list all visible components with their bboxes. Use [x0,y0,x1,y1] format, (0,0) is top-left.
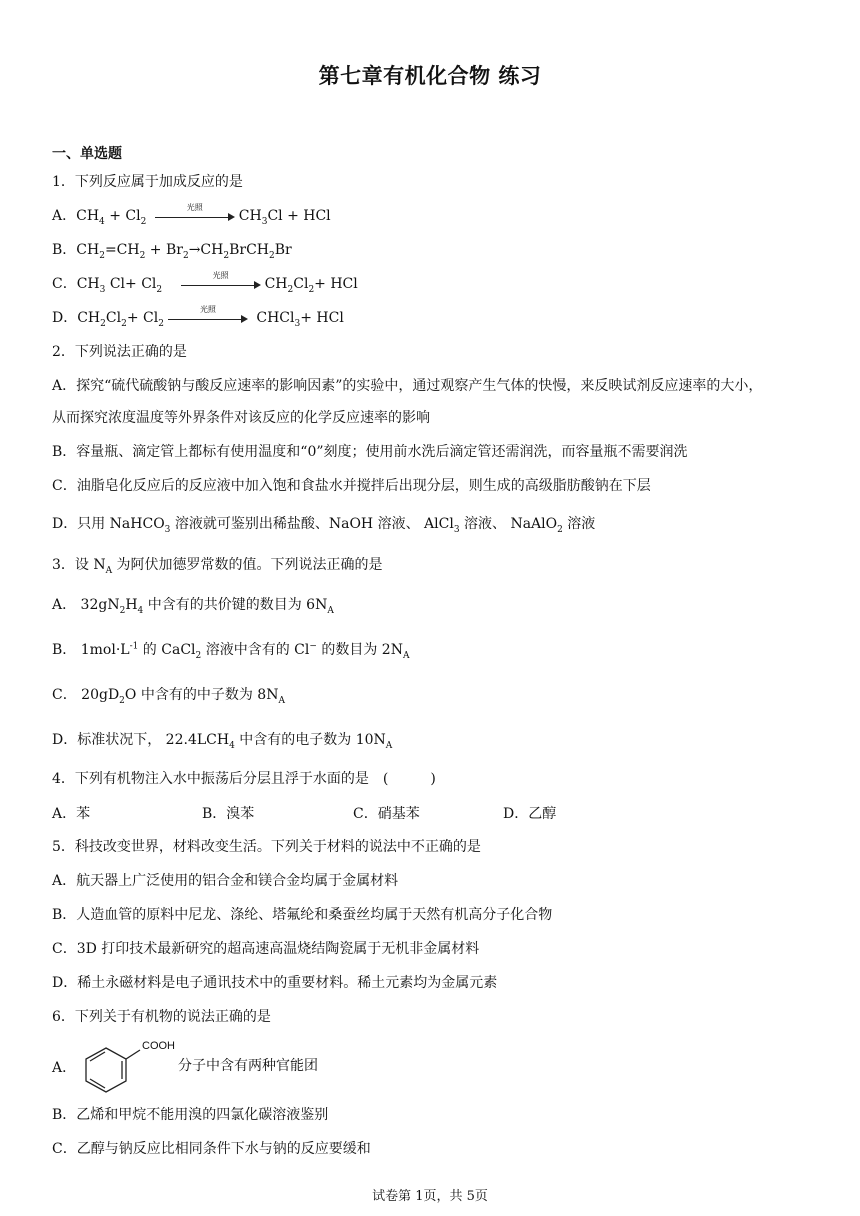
question-2-stem: 2．下列说法正确的是 [52,344,187,360]
q1-option-c: C．$CH_3$ $Cl+ Cl_2$ 光照 $CH_2Cl_2+$ HCl [52,271,358,295]
reaction-arrow-icon: 光照 [155,208,235,224]
q4-option-a: A．苯 [52,806,91,822]
question-5-stem: 5．科技改变世界，材料改变生活。下列关于材料的说法中不正确的是 [52,839,481,855]
q4-option-c: C．硝基苯 [353,806,420,822]
section-heading: 一、单选题 [52,146,122,162]
q3-option-b: B． $1mol\cdot L^{-1}$ 的 CaCl$_2$ 溶液中含有的 Cl− 的数目为 $2N_A$ [52,641,410,661]
q5-option-d: D．稀土永磁材料是电子通讯技术中的重要材料。稀土元素均为金属元素 [52,975,498,991]
question-4-stem: 4．下列有机物注入水中振荡后分层且浮于水面的是 ( ) [52,771,436,787]
reaction-arrow-icon: 光照 [168,310,248,326]
q6-option-b: B．乙烯和甲烷不能用溴的四氯化碳溶液鉴别 [52,1107,329,1123]
q1-option-b: B．$CH_2=CH_2$ + $Br_2\to CH_2BrCH_2Br$ [52,242,292,261]
q4-option-b: B．溴苯 [202,806,255,822]
q2-option-a: A．探究“硫代硫酸钠与酸反应速率的影响因素”的实验中，通过观察产生气体的快慢，来反映试剂反应速率的大小， [52,378,763,394]
q5-option-b: B．人造血管的原料中尼龙、涤纶、塔氟纶和桑蚕丝均属于天然有机高分子化合物 [52,907,553,923]
question-6-stem: 6．下列关于有机物的说法正确的是 [52,1009,271,1025]
q4-option-d: D．乙醇 [503,806,557,822]
q3-option-c: C． $20gD_2O$ 中含有的中子数为 $8N_A$ [52,687,285,706]
q6-option-a-text: 分子中含有两种官能团 [178,1058,318,1074]
reaction-arrow-icon: 光照 [181,276,261,292]
q3-option-d: D．标准状况下， $22.4LCH_4$ 中含有的电子数为 $10N_A$ [52,732,393,751]
page-title: 第七章有机化合物 练习 [318,64,542,88]
carboxyl-group-label: COOH [142,1040,175,1052]
q1-option-d: D．$CH_2Cl_2+ Cl_2$ 光照 CHCl$_3$+ HCl [52,305,344,329]
question-3-stem: 3．设 $N_A$ 为阿伏加德罗常数的值。下列说法正确的是 [52,557,383,576]
q3-option-a: A． $32gN_2H_4$ 中含有的共价键的数目为 $6N_A$ [52,597,334,616]
question-1-stem: 1．下列反应属于加成反应的是 [52,174,243,190]
q5-option-a: A．航天器上广泛使用的铝合金和镁合金均属于金属材料 [52,873,399,889]
q2-option-b: B．容量瓶、滴定管上都标有使用温度和“0”刻度；使用前水洗后滴定管还需润洗，而容量瓶不需要润洗 [52,444,688,460]
q6-option-a-label: A． [52,1060,77,1076]
q1-option-a: A．$CH_4 + Cl_2$ 光照 $CH_3Cl$ + HCl [52,203,331,227]
q6-option-c: C．乙醇与钠反应比相同条件下水与钠的反应要缓和 [52,1141,371,1157]
page-footer: 试卷第 1页，共 5页 [372,1189,488,1204]
q2-option-c: C．油脂皂化反应后的反应液中加入饱和食盐水并搅拌后出现分层，则生成的高级脂肪酸钠在下层 [52,478,651,494]
q2-option-a-continued: 从而探究浓度温度等外界条件对该反应的化学反应速率的影响 [52,410,430,426]
q5-option-c: C．3D 打印技术最新研究的超高速高温烧结陶瓷属于无机非金属材料 [52,941,480,957]
benzoic-acid-structure-icon [78,1040,188,1096]
q2-option-d: D．只用 NaHCO$_3$ 溶液就可鉴别出稀盐酸、NaOH 溶液、 AlCl$_3$ 溶液、 NaAlO$_2$ 溶液 [52,516,596,535]
